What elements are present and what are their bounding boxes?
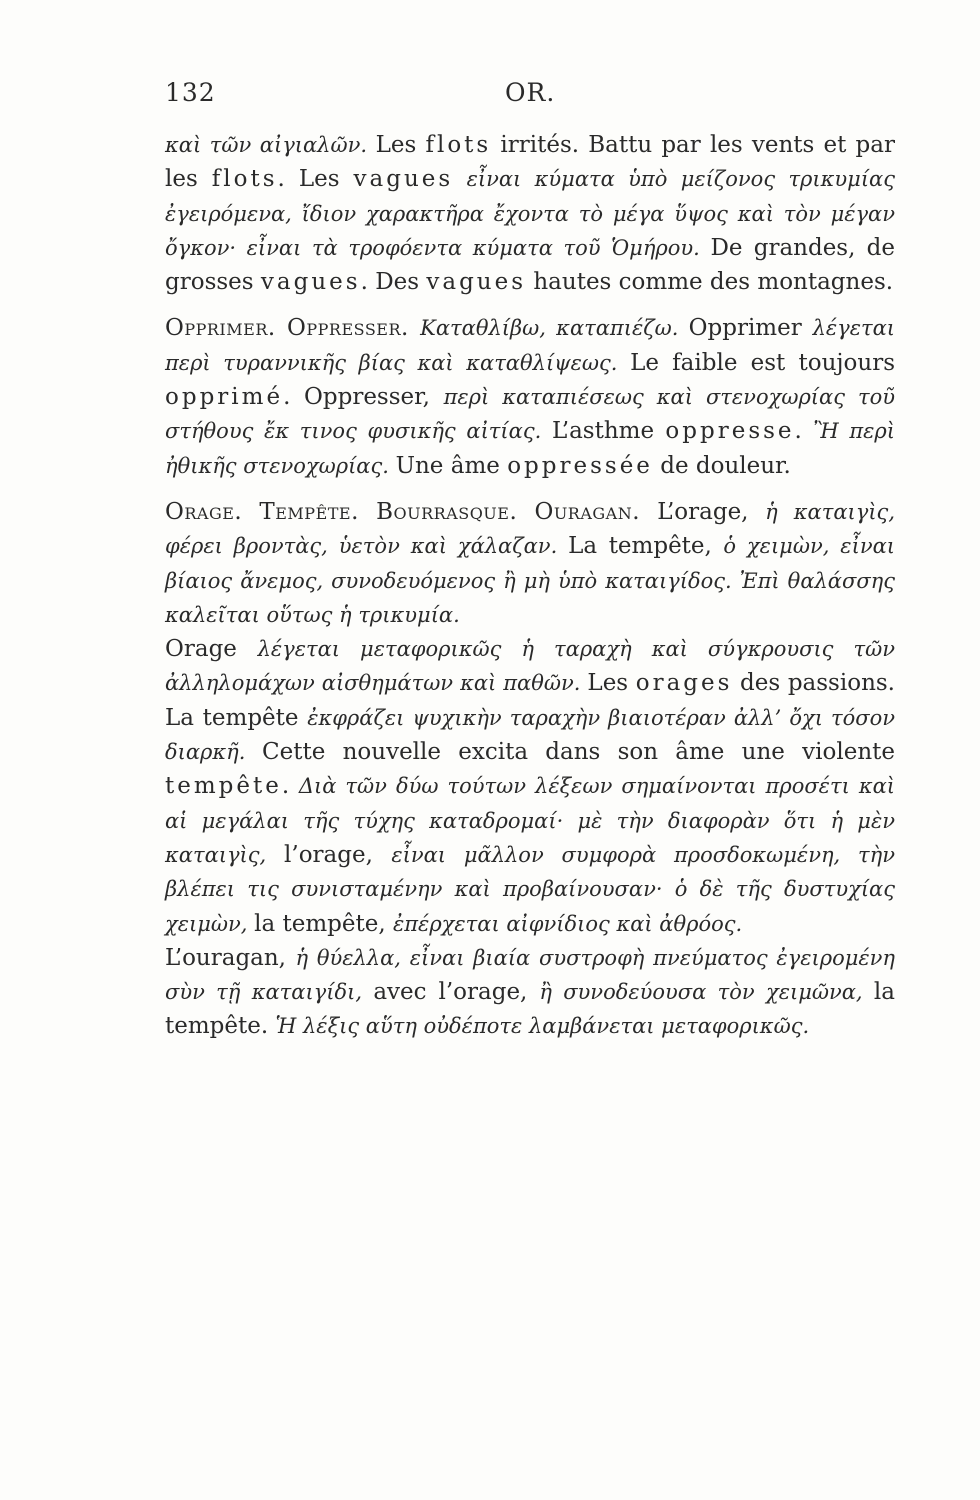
body-text — [165, 128, 895, 1044]
text-segment: Cette nouvelle excita dans son âme une violente — [262, 739, 895, 766]
text-segment: la tempête. — [165, 979, 895, 1040]
text-segment: L’orage, — [657, 498, 766, 525]
text-segment: Orage — [165, 636, 258, 663]
text-segment: ἡ καταιγὶς, φέρει βροντὰς, ὑετὸν καὶ χάλαζαν. — [165, 499, 895, 559]
text-segment: ἐκφράζει ψυχικὴν ταραχὴν βιαιοτέραν ἀλλ’ ὄχι τόσον διαρκῆ. — [165, 705, 895, 765]
text-segment: hautes comme des montagnes. — [526, 269, 894, 296]
entry-opprimer-oppresser — [165, 311, 895, 482]
text-segment: La tempête, — [568, 533, 724, 560]
text-segment: εἶναι κύματα ὑπὸ μείζονος τρικυμίας ἐγειρόμενα, ἴδιον χαρακτῆρα ἔχοντα τὸ μέγα ὕψος καὶ τὸν μέγαν ὄγκον· εἶναι τὰ τροφόεντα κύματα τοῦ Ὁμήρου. — [165, 167, 895, 260]
text-segment: Les — [375, 132, 426, 158]
running-title: OR. — [505, 78, 556, 107]
text-segment: . Des — [360, 269, 427, 296]
text-segment: καὶ τῶν αἰγιαλῶν. — [165, 133, 376, 157]
text-segment: . — [794, 418, 814, 445]
paragraph-flots-vagues — [165, 128, 895, 299]
text-segment: vagues — [260, 269, 361, 296]
text-segment: De grandes, de grosses — [165, 234, 895, 296]
text-segment: Les — [587, 670, 636, 697]
text-segment: Ἡ λέξις αὕτη οὐδέποτε λαμβάνεται μεταφορικῶς. — [275, 1014, 810, 1039]
text-segment: L’ouragan, — [165, 944, 296, 971]
text-segment: orages — [635, 670, 733, 697]
text-segment: l’orage, — [284, 841, 392, 868]
text-segment: . Oppresser, — [283, 384, 444, 411]
text-segment: opprimé — [165, 384, 284, 411]
text-segment: flots — [425, 132, 492, 158]
paragraph-orage-figurative — [165, 632, 895, 941]
text-segment: . Les — [277, 166, 354, 193]
text-segment: Le faible est toujours — [630, 349, 895, 376]
running-head — [165, 78, 895, 114]
text-segment: Opprimer. Oppresser. — [165, 315, 421, 342]
text-segment: vagues — [426, 269, 527, 296]
text-segment: flots — [211, 166, 278, 193]
text-segment: ὁ χειμὼν, εἶναι βίαιος ἄνεμος, συνοδευόμενος ἢ μὴ ὑπὸ καταιγίδος. Ἐπὶ θαλάσσης καλεῖται οὕτως ἡ τρικυμία. — [165, 534, 895, 627]
text-segment: Διὰ τῶν δύω τούτων λέξεων σημαίνονται προσέτι καὶ αἱ μεγάλαι τῆς τύχης καταδρομαί· μὲ τὴν διαφορὰν ὅτι ἡ μὲν καταιγὶς, — [165, 774, 896, 867]
text-segment: tempête — [165, 773, 282, 800]
text-segment: la tempête, — [254, 910, 393, 937]
paragraph-ouragan — [165, 941, 895, 1044]
text-segment: irrités. Battu par les vents et par les — [165, 132, 895, 193]
text-segment: vagues — [353, 166, 454, 193]
text-segment: de douleur. — [652, 452, 791, 479]
text-segment: λέγεται περὶ τυραννικῆς βίας καὶ καταθλίψεως. — [165, 316, 895, 375]
text-segment: ἐπέρχεται αἰφνίδιος καὶ ἀθρόος. — [392, 911, 743, 936]
text-segment: . — [281, 773, 299, 800]
text-segment: oppresse — [665, 418, 795, 445]
text-segment: εἶναι μᾶλλον συμφορὰ προσδοκωμένη, τὴν βλέπει τις συνισταμένην καὶ προβαίνουσαν· ὁ δὲ τῆς δυστυχίας χειμὼν, — [165, 842, 895, 936]
text-segment: λέγεται μεταφορικῶς ἡ ταραχὴ καὶ σύγκρουσις τῶν ἀλληλομάχων αἰσθημάτων καὶ παθῶν. — [165, 637, 895, 696]
text-segment: avec l’orage, — [373, 979, 540, 1006]
text-segment: L’asthme — [552, 418, 666, 445]
entry-orage-tempete — [165, 495, 895, 632]
page-number: 132 — [165, 78, 216, 107]
text-segment: Ἢ περὶ ἠθικῆς στενοχωρίας. — [165, 419, 896, 478]
text-segment: ἡ θύελλα, εἶναι βιαία συστροφὴ πνεύματος ἐγειρομένη σὺν τῇ καταιγίδι, — [165, 945, 895, 1005]
text-segment: Une âme — [395, 452, 508, 479]
text-segment: Opprimer — [688, 315, 813, 342]
text-segment: περὶ καταπιέσεως καὶ στενοχωρίας τοῦ στήθους ἔκ τινος φυσικῆς αἰτίας. — [165, 385, 895, 444]
text-segment: oppressée — [507, 452, 653, 479]
text-segment: des passions. La tempête — [165, 670, 895, 731]
text-segment: Orage. Tempête. Bourrasque. Ouragan. — [165, 498, 658, 525]
text-segment: Καταθλίβω, καταπιέζω. — [420, 316, 689, 341]
text-segment: ἢ συνοδεύουσα τὸν χειμῶνα, — [539, 980, 874, 1005]
